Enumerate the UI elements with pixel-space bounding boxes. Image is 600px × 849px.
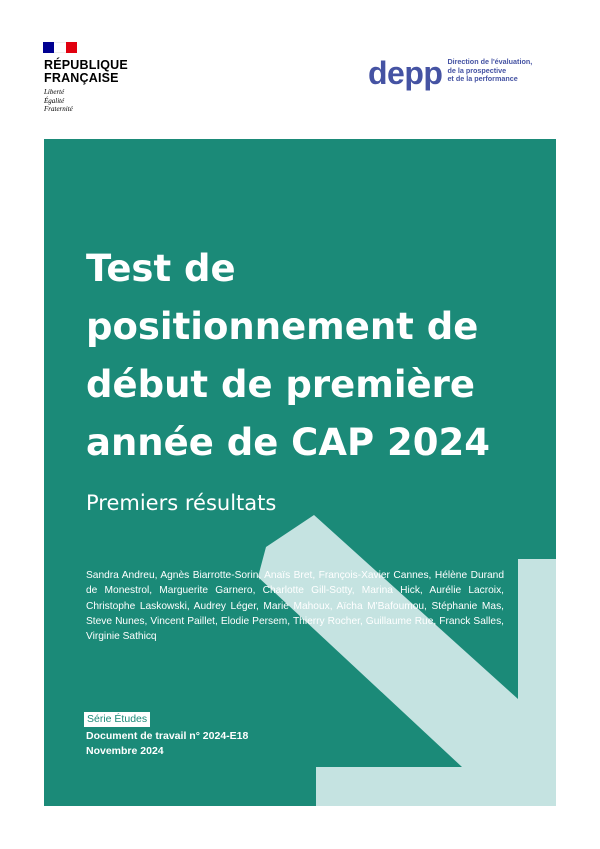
rf-line-2: FRANÇAISE — [44, 71, 119, 85]
depp-wordmark: depp — [368, 55, 443, 91]
depp-tagline-line-3: et de la performance — [447, 74, 518, 84]
title-line-1: Test de — [86, 247, 236, 290]
cover-panel — [44, 139, 556, 806]
motto-egalite: Égalité — [44, 96, 65, 105]
document-number: Document de travail n° 2024-E18 — [86, 730, 249, 742]
depp-tagline-line-1: Direction de l'évaluation, — [447, 57, 533, 67]
series-badge: Série Études — [84, 712, 150, 727]
flag-blue-band — [43, 42, 54, 53]
title-line-4: année de CAP 2024 — [86, 421, 490, 464]
republique-motto — [44, 88, 184, 114]
document-title — [86, 240, 546, 472]
depp-tagline — [447, 58, 532, 84]
republique-francaise-logo — [44, 42, 184, 114]
document-info — [86, 729, 248, 759]
depp-tagline-line-2: de la prospective — [447, 65, 507, 75]
motto-liberte: Liberté — [44, 88, 65, 96]
authors-list: Sandra Andreu, Agnès Biarrotte-Sorin, Anaïs Bret, François-Xavier Cannes, Hélène Durand de Monestrol, Marguerite Garnero, Charlotte Gill-Sotty, Marina Hick, Aurélie Lacroix, Christophe Laskowski, Audrey Léger, Marie Mahoux, Aïcha M'Bafoumou, Stéphanie Mas, Steve Nunes, Vincent Paillet, Elodie Persem, Thierry Rocher, Guillaume Rue, Franck Salles, Virginie Sathicq — [86, 570, 504, 643]
french-flag-icon — [43, 42, 77, 53]
motto-fraternite: Fraternité — [44, 105, 73, 113]
arrow-shape — [258, 515, 556, 806]
publication-date: Novembre 2024 — [86, 745, 164, 757]
depp-logo — [368, 57, 532, 89]
flag-white-band — [54, 42, 65, 53]
title-line-3: début de première — [86, 363, 475, 406]
republique-francaise-name — [44, 59, 184, 85]
rf-line-1: RÉPUBLIQUE — [44, 58, 128, 72]
flag-red-band — [66, 42, 77, 53]
title-line-2: positionnement de — [86, 305, 479, 348]
document-subtitle: Premiers résultats — [86, 491, 277, 515]
